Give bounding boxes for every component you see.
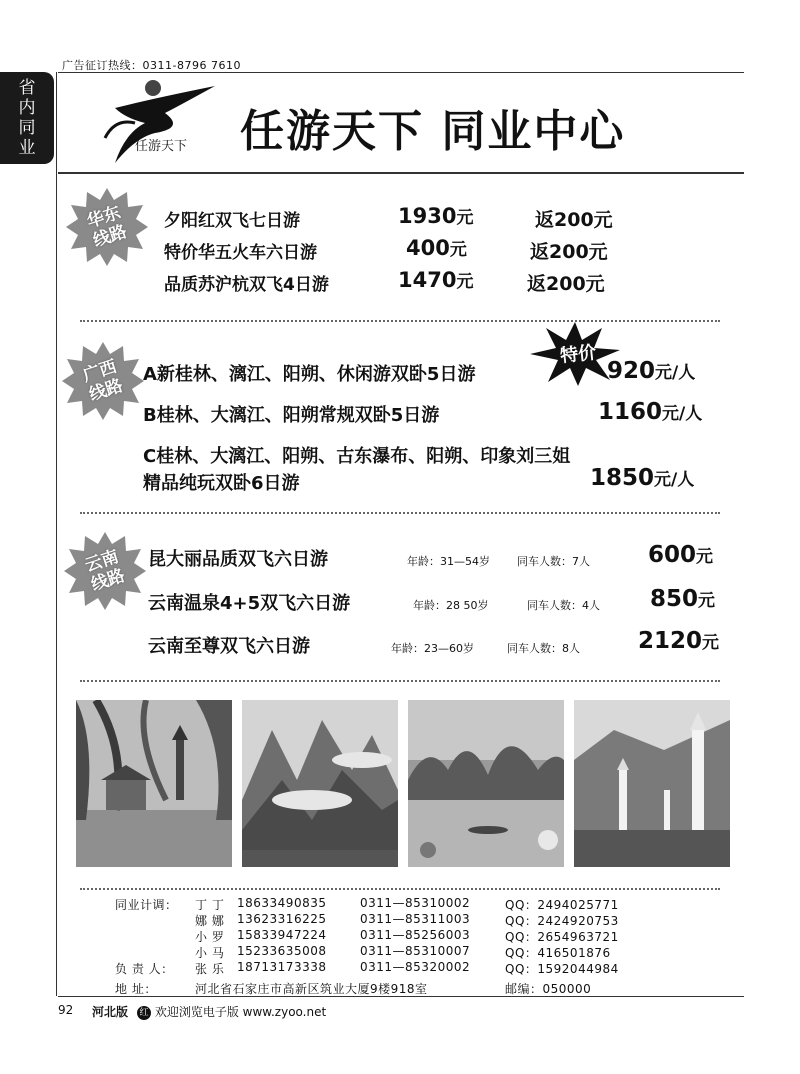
- route-price: 1470元: [398, 268, 474, 292]
- contact-mobile: 18633490835: [237, 896, 327, 910]
- photo-river-karst: [408, 700, 564, 867]
- left-frame-line: [56, 72, 57, 996]
- contact-label: 同业计调：: [115, 898, 178, 912]
- contact-mobile: 15233635008: [237, 944, 327, 958]
- logo-figure-icon: [95, 78, 225, 168]
- route-name: 特价华五火车六日游: [164, 243, 317, 263]
- page-number: 92: [58, 1003, 74, 1017]
- contact-phone: 0311—85256003: [360, 928, 471, 942]
- route-name: C桂林、大漓江、阳朔、古东瀑布、阳朔、印象刘三姐: [143, 446, 571, 467]
- contacts-block: [115, 896, 675, 998]
- badge-line: 线路: [88, 565, 128, 596]
- logo-text: 任游天下: [135, 139, 188, 154]
- badge-line: 云南: [82, 546, 122, 577]
- photo-garden-pagoda: [76, 700, 232, 867]
- route-name: 云南温泉4+5双飞六日游: [148, 593, 351, 614]
- route-name: 品质苏沪杭双飞4日游: [164, 275, 329, 295]
- route-rebate: 返200元: [527, 273, 605, 295]
- footer-info: [137, 1003, 326, 1020]
- side-tab-char: 业: [18, 138, 36, 158]
- contact-name: 小 罗: [195, 930, 225, 944]
- top-divider: [58, 72, 744, 73]
- contact-name: 娜 娜: [195, 914, 225, 928]
- route-price: 600元: [648, 542, 714, 568]
- route-price: 2120元: [638, 628, 720, 654]
- route-age: 年龄：31—54岁: [407, 555, 490, 568]
- route-age: 年龄：23—60岁: [391, 642, 474, 655]
- postcode: 邮编：050000: [505, 982, 592, 996]
- section-divider: [80, 888, 720, 890]
- edition-label: 河北版: [92, 1005, 129, 1019]
- route-name: 昆大丽品质双飞六日游: [148, 549, 328, 570]
- header-divider: [58, 172, 744, 174]
- contact-qq: QQ：2654963721: [505, 930, 619, 944]
- route-group-size: 同车人数：7人: [517, 555, 590, 568]
- contact-phone: 0311—85310007: [360, 944, 471, 958]
- route-rebate: 返200元: [530, 241, 608, 263]
- section-divider: [80, 512, 720, 514]
- ad-hotline: 广告征订热线：0311-8796 7610: [62, 59, 241, 72]
- photo-three-pagodas: [574, 700, 730, 867]
- contact-phone: 0311—85310002: [360, 896, 471, 910]
- badge-yunnan: [64, 530, 146, 612]
- page-title: 任游天下 同业中心: [240, 106, 626, 157]
- route-name: B桂林、大漓江、阳朔常规双卧5日游: [143, 405, 440, 426]
- side-tab-char: 同: [18, 118, 36, 138]
- contact-qq: QQ：2424920753: [505, 914, 619, 928]
- route-price: 1850元/人: [590, 465, 695, 491]
- section-divider: [80, 320, 720, 322]
- route-price: 1160元/人: [598, 399, 703, 425]
- footer-text: 欢迎浏览电子版 www.zyoo.net: [154, 1005, 327, 1019]
- contact-mobile: 15833947224: [237, 928, 327, 942]
- contact-mobile: 13623316225: [237, 912, 327, 926]
- contact-name: 小 马: [195, 946, 225, 960]
- route-price: 400元: [406, 236, 467, 260]
- route-name: A新桂林、漓江、阳朔、休闲游双卧5日游: [143, 364, 476, 385]
- side-tab-char: 省: [18, 78, 36, 98]
- photo-misty-mountains: [242, 700, 398, 867]
- route-age: 年龄：28 50岁: [413, 599, 489, 612]
- route-name: 云南至尊双飞六日游: [148, 636, 310, 657]
- contact-phone: 0311—85320002: [360, 960, 471, 974]
- badge-line: 线路: [90, 221, 130, 252]
- route-group-size: 同车人数：4人: [527, 599, 600, 612]
- contact-name: 张 乐: [195, 962, 225, 976]
- route-rebate: 返200元: [535, 209, 613, 231]
- contact-phone: 0311—85311003: [360, 912, 471, 926]
- badge-line: 线路: [86, 375, 126, 406]
- special-offer-label: 特价: [559, 342, 598, 367]
- badge-line: 广西: [80, 356, 120, 387]
- side-tab-char: 内: [18, 98, 36, 118]
- route-name-continued: 精品纯玩双卧6日游: [143, 473, 300, 494]
- route-price: 920元/人: [607, 358, 696, 384]
- section-divider: [80, 680, 720, 682]
- contact-qq: QQ：2494025771: [505, 898, 619, 912]
- contact-qq: QQ：1592044984: [505, 962, 619, 976]
- route-name: 夕阳红双飞七日游: [164, 211, 300, 231]
- route-price: 850元: [650, 586, 716, 612]
- contact-mobile: 18713173338: [237, 960, 327, 974]
- address: 河北省石家庄市高新区筑业大厦9楼918室: [195, 982, 428, 996]
- badge-line: 华东: [84, 202, 124, 233]
- badge-east-china: [66, 186, 148, 268]
- side-tab: [0, 72, 54, 164]
- badge-guangxi: [62, 340, 144, 422]
- contact-name: 丁 丁: [195, 898, 225, 912]
- contact-qq: QQ：416501876: [505, 946, 611, 960]
- contact-label: 负 责 人：: [115, 962, 174, 976]
- bottom-divider: [58, 996, 744, 997]
- route-price: 1930元: [398, 204, 474, 228]
- red-badge-icon: 红: [137, 1006, 151, 1020]
- route-group-size: 同车人数：8人: [507, 642, 580, 655]
- address-label: 地 址：: [115, 982, 157, 996]
